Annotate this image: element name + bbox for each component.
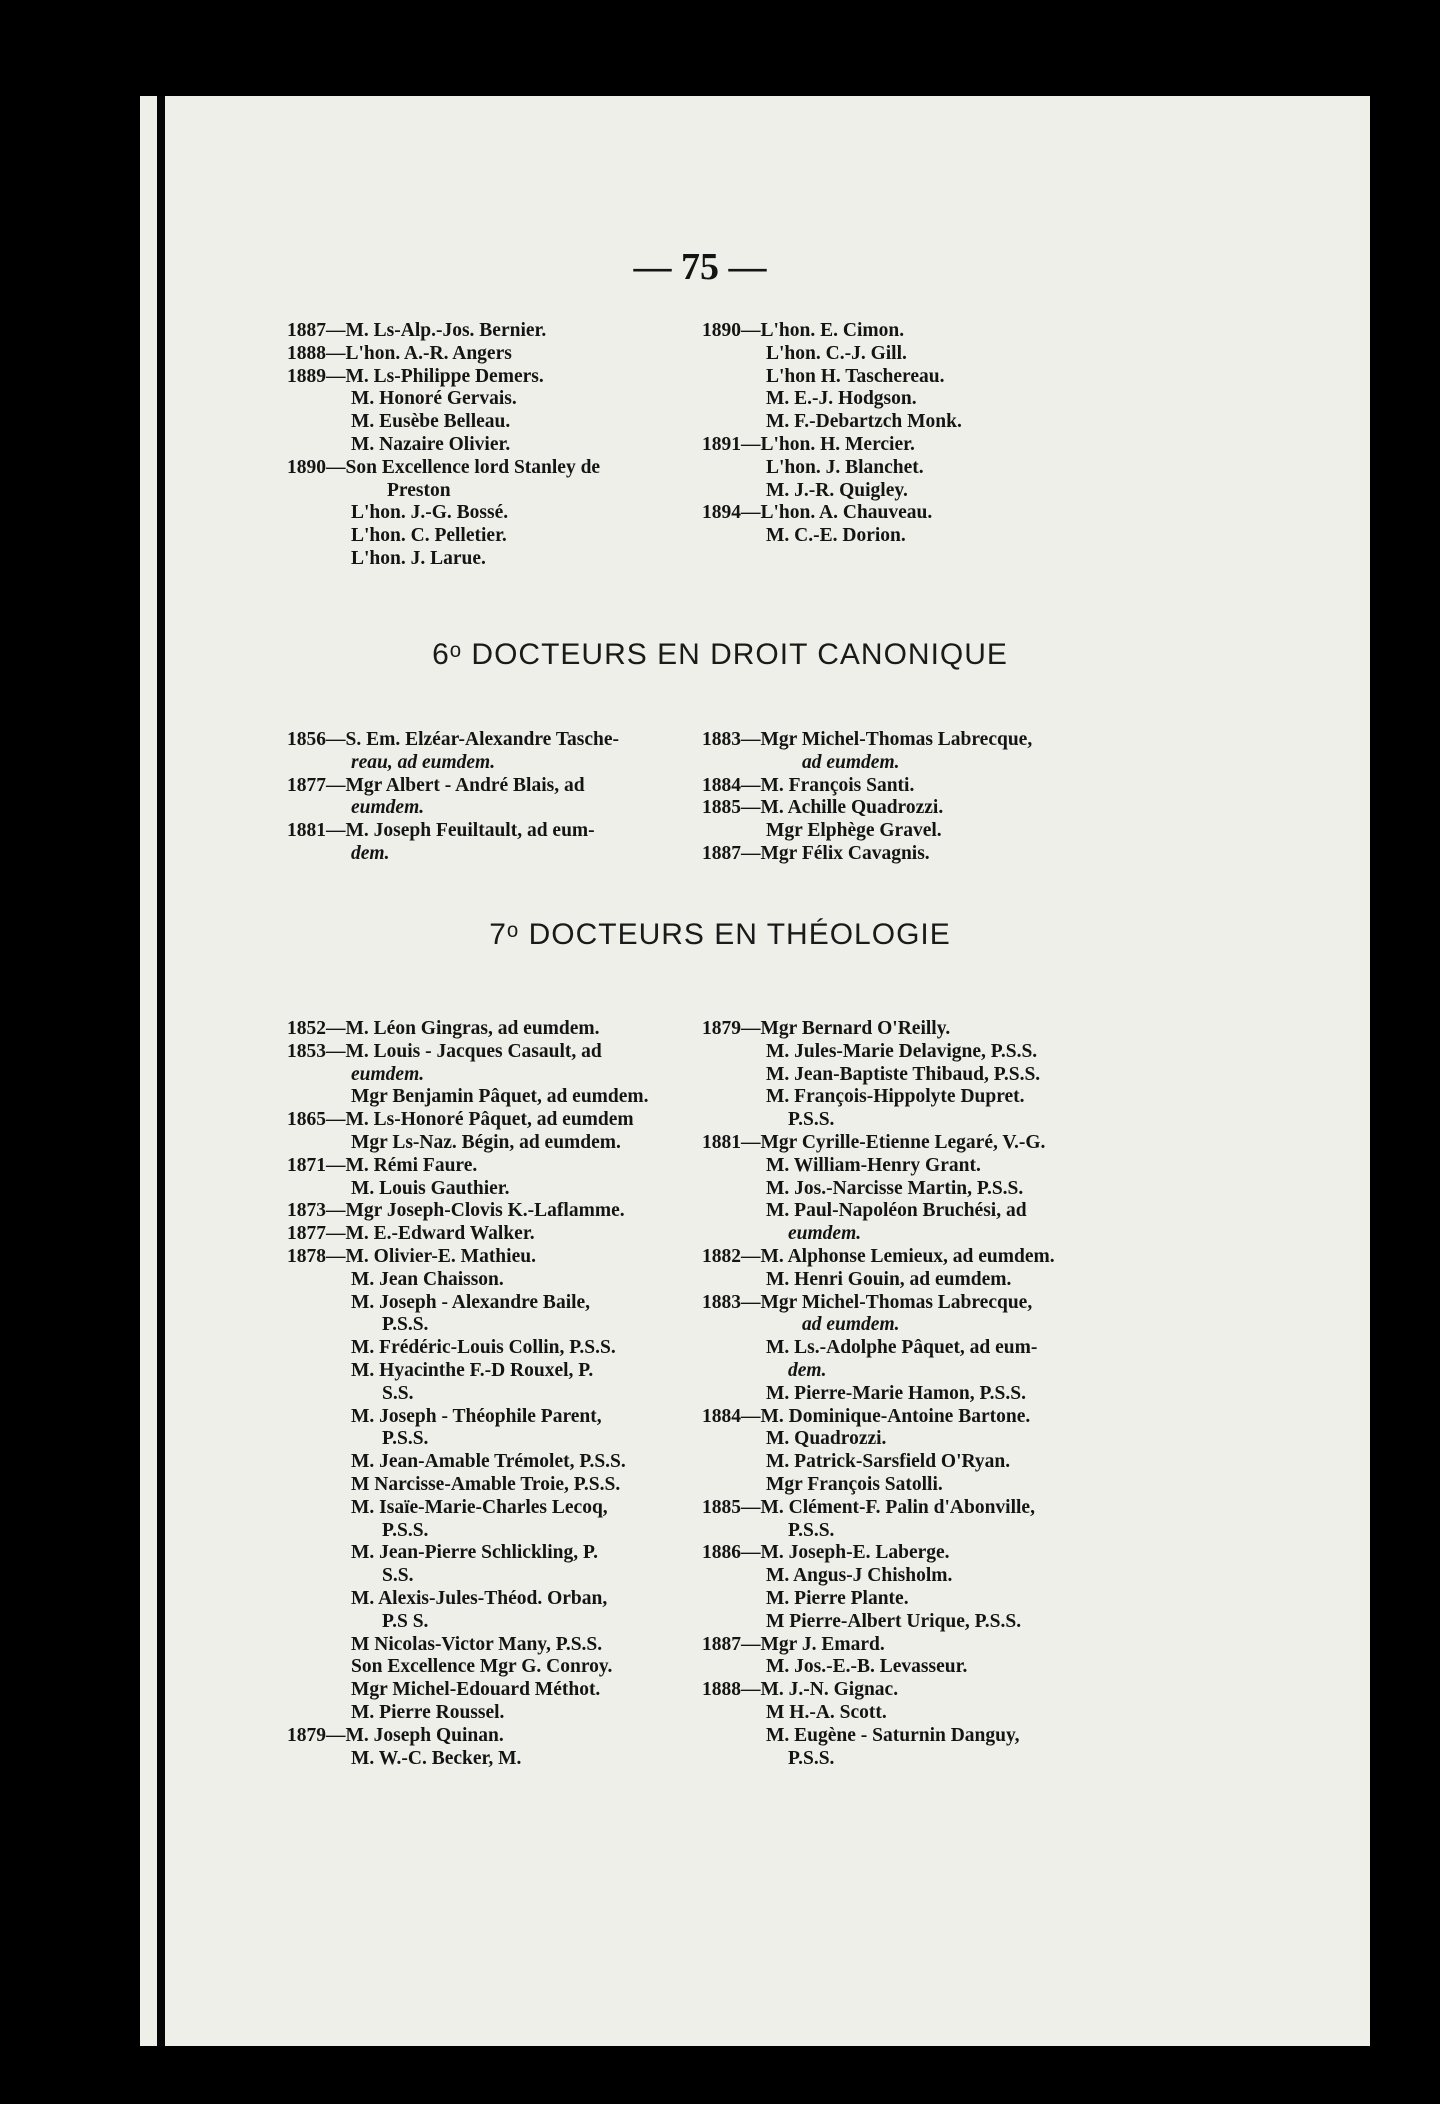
list-item: M. Eusèbe Belleau. xyxy=(351,411,511,433)
list-item: P.S.S. xyxy=(788,1519,835,1541)
list-item: M. E.-J. Hodgson. xyxy=(766,388,917,410)
list-item: Mgr Benjamin Pâquet, ad eumdem. xyxy=(351,1086,649,1108)
list-item: 1873—Mgr Joseph-Clovis K.-Laflamme. xyxy=(287,1200,625,1222)
list-item: Mgr Michel-Edouard Méthot. xyxy=(351,1679,601,1701)
list-item: ad eumdem. xyxy=(802,751,900,773)
list-item: M. W.-C. Becker, M. xyxy=(351,1747,522,1769)
list-item: 1888—M. J.-N. Gignac. xyxy=(702,1679,899,1701)
list-item: M. Jean-Pierre Schlickling, P. xyxy=(351,1542,598,1564)
list-item: S.S. xyxy=(382,1565,414,1587)
list-item: Mgr Ls-Naz. Bégin, ad eumdem. xyxy=(351,1131,621,1153)
list-item: 1883—Mgr Michel-Thomas Labrecque, xyxy=(702,1291,1033,1313)
list-item: Preston xyxy=(387,479,451,501)
list-item: P.S.S. xyxy=(382,1519,429,1541)
list-item: eumdem. xyxy=(351,1063,425,1085)
block2-left-column xyxy=(287,729,619,866)
block1-right-column xyxy=(702,320,962,548)
list-item: 1889—M. Ls-Philippe Demers. xyxy=(287,365,544,387)
list-item: M. Joseph - Alexandre Baile, xyxy=(351,1291,591,1313)
list-item: P.S.S. xyxy=(788,1109,835,1131)
list-item: 1885—M. Achille Quadrozzi. xyxy=(702,797,944,819)
page-number: — 75 — xyxy=(633,246,767,288)
list-item: M. Pierre-Marie Hamon, P.S.S. xyxy=(766,1382,1026,1404)
list-item: 1882—M. Alphonse Lemieux, ad eumdem. xyxy=(702,1245,1055,1267)
list-item: eumdem. xyxy=(351,797,425,819)
list-item: P.S S. xyxy=(382,1610,429,1632)
list-item: ad eumdem. xyxy=(802,1314,900,1336)
list-item: L'hon. J. Larue. xyxy=(351,547,486,569)
list-item: M. François-Hippolyte Dupret. xyxy=(766,1086,1025,1108)
list-item: P.S.S. xyxy=(382,1428,429,1450)
binding-edge xyxy=(157,96,165,2046)
list-item: 1877—Mgr Albert - André Blais, ad xyxy=(287,774,585,796)
list-item: dem. xyxy=(788,1359,827,1381)
list-item: 1886—M. Joseph-E. Laberge. xyxy=(702,1542,950,1564)
list-item: M. Jean-Amable Trémolet, P.S.S. xyxy=(351,1451,626,1473)
list-item: M. Joseph - Théophile Parent, xyxy=(351,1405,602,1427)
list-item: M. J.-R. Quigley. xyxy=(766,479,908,501)
list-item: P.S.S. xyxy=(788,1747,835,1769)
list-item: 1856—S. Em. Elzéar-Alexandre Tasche- xyxy=(287,729,620,750)
list-item: M. Louis Gauthier. xyxy=(351,1177,510,1199)
list-item: L'hon. J.-G. Bossé. xyxy=(351,502,509,524)
list-item: Mgr Elphège Gravel. xyxy=(766,820,942,842)
list-item: 1890—L'hon. E. Cimon. xyxy=(702,320,905,341)
list-item: P.S.S. xyxy=(382,1314,429,1336)
list-item: M Narcisse-Amable Troie, P.S.S. xyxy=(351,1473,621,1495)
list-item: 1894—L'hon. A. Chauveau. xyxy=(702,502,933,524)
list-item: M. Eugène - Saturnin Danguy, xyxy=(766,1724,1020,1746)
list-item: 1885—M. Clément-F. Palin d'Abonville, xyxy=(702,1496,1035,1518)
list-item: eumdem. xyxy=(788,1223,862,1245)
list-item: dem. xyxy=(351,842,390,864)
list-item: reau, ad eumdem. xyxy=(351,751,496,773)
list-item: M. Honoré Gervais. xyxy=(351,388,517,410)
list-item: M. Patrick-Sarsfield O'Ryan. xyxy=(766,1451,1011,1473)
list-item: M. William-Henry Grant. xyxy=(766,1154,981,1176)
block3-right-column xyxy=(702,1018,1055,1770)
list-item: M. Paul-Napoléon Bruchési, ad xyxy=(766,1200,1027,1222)
list-item: 1884—M. François Santi. xyxy=(702,774,915,796)
list-item: 1887—Mgr Félix Cavagnis. xyxy=(702,842,930,864)
list-item: M. Pierre Plante. xyxy=(766,1587,909,1609)
list-item: 1879—M. Joseph Quinan. xyxy=(287,1724,504,1746)
list-item: 1877—M. E.-Edward Walker. xyxy=(287,1223,535,1245)
list-item: M. Henri Gouin, ad eumdem. xyxy=(766,1268,1012,1290)
list-item: L'hon. C.-J. Gill. xyxy=(766,342,907,364)
list-item: M Nicolas-Victor Many, P.S.S. xyxy=(351,1633,603,1655)
list-item: M. Jules-Marie Delavigne, P.S.S. xyxy=(766,1040,1038,1062)
list-item: M. F.-Debartzch Monk. xyxy=(766,411,962,433)
list-item: L'hon H. Taschereau. xyxy=(766,365,945,387)
list-item: M. Angus-J Chisholm. xyxy=(766,1565,953,1587)
section-heading-theologie: 7ᵒ DOCTEURS EN THÉOLOGIE xyxy=(489,918,951,951)
list-item: 1852—M. Léon Gingras, ad eumdem. xyxy=(287,1018,600,1039)
list-item: 1853—M. Louis - Jacques Casault, ad xyxy=(287,1040,602,1062)
list-item: 1881—Mgr Cyrille-Etienne Legaré, V.-G. xyxy=(702,1131,1046,1153)
list-item: M. Hyacinthe F.-D Rouxel, P. xyxy=(351,1359,594,1381)
list-item: 1884—M. Dominique-Antoine Bartone. xyxy=(702,1405,1031,1427)
list-item: M. Alexis-Jules-Théod. Orban, xyxy=(351,1587,608,1609)
list-item: M. Ls.-Adolphe Pâquet, ad eum- xyxy=(766,1337,1038,1359)
list-item: 1865—M. Ls-Honoré Pâquet, ad eumdem xyxy=(287,1109,634,1131)
list-item: 1888—L'hon. A.-R. Angers xyxy=(287,342,512,364)
list-item: M. C.-E. Dorion. xyxy=(766,525,906,547)
list-item: M. Pierre Roussel. xyxy=(351,1701,505,1723)
block2-right-column xyxy=(702,729,1032,866)
list-item: 1891—L'hon. H. Mercier. xyxy=(702,433,915,455)
list-item: 1890—Son Excellence lord Stanley de xyxy=(287,456,601,478)
list-item: M. Frédéric-Louis Collin, P.S.S. xyxy=(351,1337,616,1359)
list-item: L'hon. J. Blanchet. xyxy=(766,456,924,478)
list-item: 1887—Mgr J. Emard. xyxy=(702,1633,885,1655)
list-item: M. Jos.-Narcisse Martin, P.S.S. xyxy=(766,1177,1024,1199)
list-item: M Pierre-Albert Urique, P.S.S. xyxy=(766,1610,1022,1632)
list-item: S.S. xyxy=(382,1382,414,1404)
list-item: Son Excellence Mgr G. Conroy. xyxy=(351,1656,613,1678)
block3-left-column xyxy=(287,1018,649,1770)
list-item: M. Jean Chaisson. xyxy=(351,1268,504,1290)
list-item: 1879—Mgr Bernard O'Reilly. xyxy=(702,1018,951,1039)
list-item: 1878—M. Olivier-E. Mathieu. xyxy=(287,1245,536,1267)
list-item: M. Jos.-E.-B. Levasseur. xyxy=(766,1656,968,1678)
block1-left-column xyxy=(287,320,600,571)
list-item: M. Jean-Baptiste Thibaud, P.S.S. xyxy=(766,1063,1041,1085)
list-item: 1883—Mgr Michel-Thomas Labrecque, xyxy=(702,729,1033,750)
list-item: M. Quadrozzi. xyxy=(766,1428,887,1450)
list-item: Mgr François Satolli. xyxy=(766,1473,943,1495)
list-item: 1887—M. Ls-Alp.-Jos. Bernier. xyxy=(287,320,547,341)
list-item: M. Isaïe-Marie-Charles Lecoq, xyxy=(351,1496,608,1518)
list-item: M. Nazaire Olivier. xyxy=(351,433,511,455)
list-item: 1871—M. Rémi Faure. xyxy=(287,1154,478,1176)
list-item: M H.-A. Scott. xyxy=(766,1701,887,1723)
section-heading-droit-canonique: 6ᵒ DOCTEURS EN DROIT CANONIQUE xyxy=(432,638,1008,671)
list-item: L'hon. C. Pelletier. xyxy=(351,525,507,547)
list-item: 1881—M. Joseph Feuiltault, ad eum- xyxy=(287,820,595,842)
